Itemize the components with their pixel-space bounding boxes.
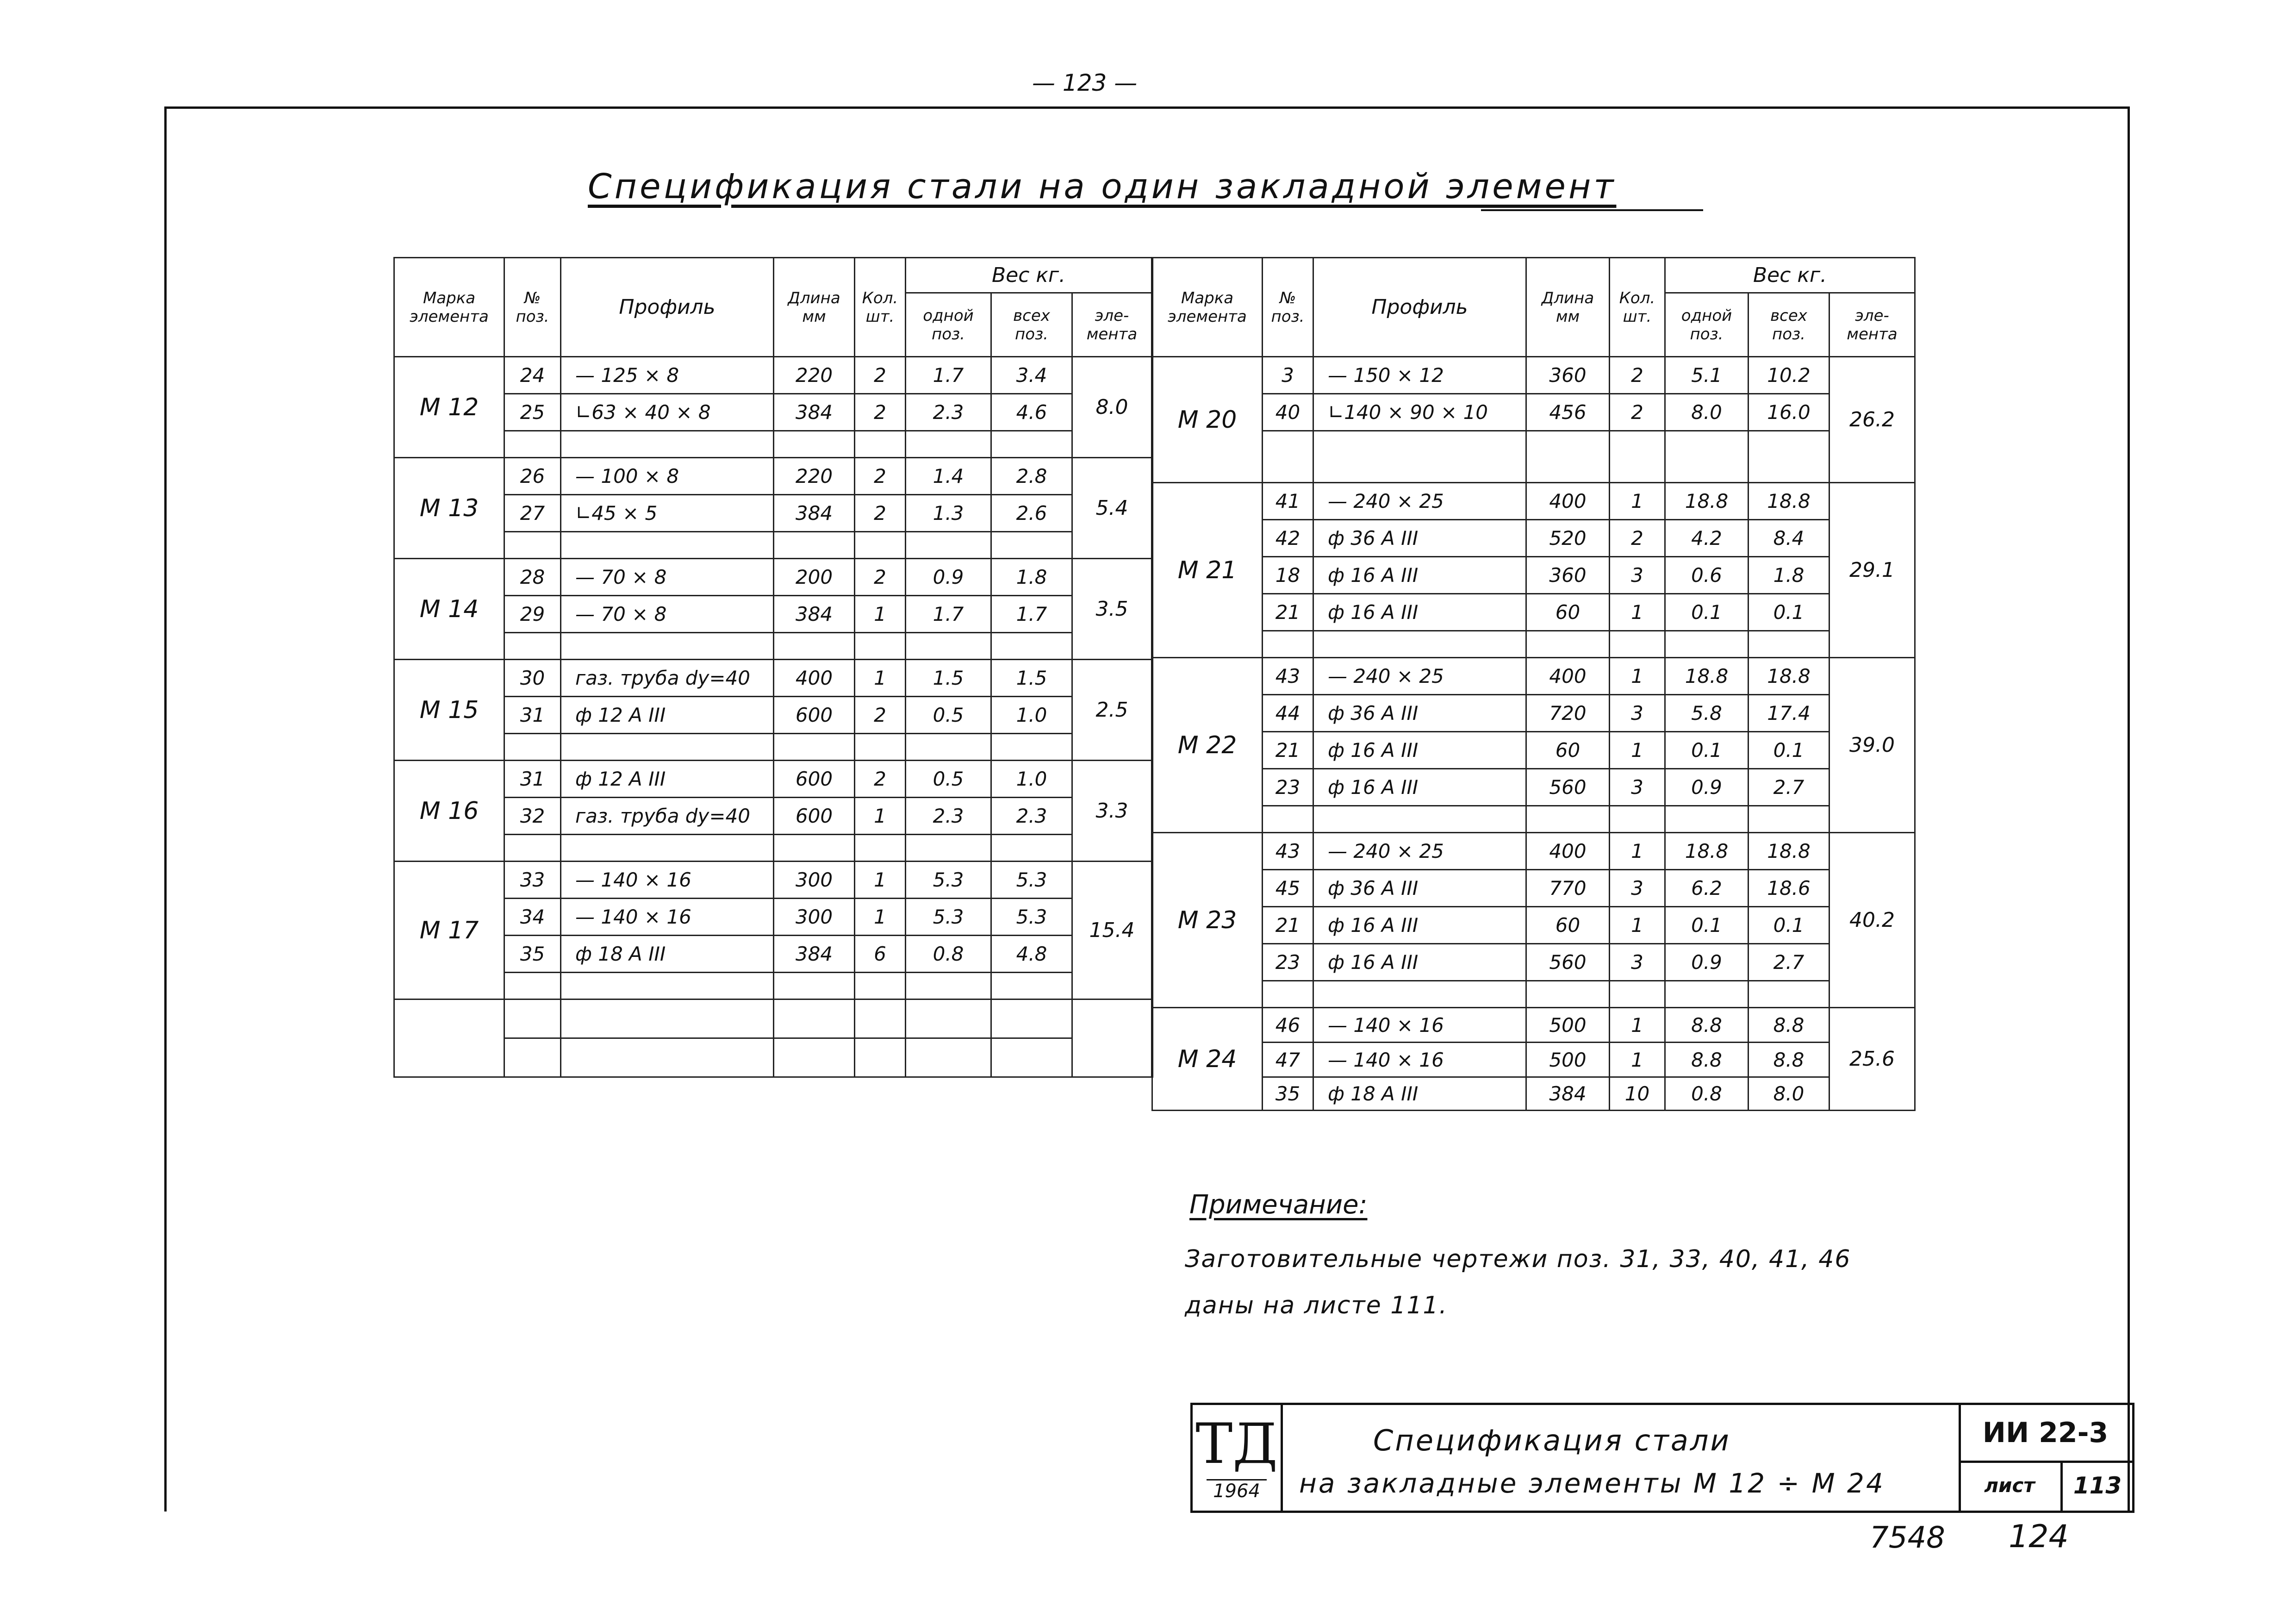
cell-weight-one: 1.4 [906,458,991,495]
cell-weight-one: 8.0 [1665,394,1748,431]
table-row-empty [394,633,1152,660]
cell-pos: 3 [1263,357,1313,394]
table-row [394,899,1152,936]
cell-weight-all: 5.3 [991,899,1072,936]
table-row-empty [1152,981,1915,1008]
cell-pos: 34 [504,899,561,936]
note-title: Примечание: [1189,1190,1368,1220]
cell-pos: 21 [1263,732,1313,769]
cell-length: 400 [1526,658,1610,695]
title-block-title-line-2: на закладные элементы М 12 ÷ М 24 [1299,1468,1885,1499]
cell-weight-all: 2.6 [991,495,1072,532]
table-row [1152,870,1915,907]
cell-profile: ф 36 А III [1313,695,1526,732]
cell-weight-all: 0.1 [1748,594,1829,631]
cell-weight-all: 0.1 [1748,732,1829,769]
cell-qty: 2 [855,357,906,394]
cell-weight-all: 2.8 [991,458,1072,495]
spec-table-right [1151,257,1916,1111]
cell-weight-all: 0.1 [1748,907,1829,944]
cell-pos: 47 [1263,1043,1313,1077]
cell-pos: 31 [504,761,561,798]
table-row [394,936,1152,973]
header-weight-all: всех поз. [991,293,1072,357]
table-row [1152,483,1915,520]
cell-profile: ф 18 А III [1313,1077,1526,1111]
table-row [394,559,1152,596]
cell-pos: 27 [504,495,561,532]
title-rule [1481,209,1703,211]
cell-profile: ф 16 А III [1313,769,1526,806]
cell-weight-all: 4.6 [991,394,1072,431]
table-row [394,394,1152,431]
cell-pos: 35 [504,936,561,973]
cell-length: 520 [1526,520,1610,557]
note-text-line-2: даны на листе 111. [1185,1292,1448,1319]
document-title: Спецификация стали на один закладной элемент [588,167,1617,206]
cell-length: 600 [774,761,855,798]
header-weight-element: эле- мента [1072,293,1152,357]
cell-qty: 2 [1610,394,1665,431]
cell-pos: 21 [1263,907,1313,944]
table-row [1152,907,1915,944]
cell-pos: 41 [1263,483,1313,520]
cell-pos: 28 [504,559,561,596]
cell-profile: ф 12 А III [561,697,774,734]
table-row-empty [394,835,1152,862]
table-row [1152,557,1915,594]
cell-profile: ф 16 А III [1313,944,1526,981]
element-mark: М 14 [394,559,504,660]
title-block-sheet-cell [1959,1461,2132,1511]
table-row [394,495,1152,532]
cell-qty: 2 [855,394,906,431]
cell-weight-one: 0.9 [1665,944,1748,981]
cell-weight-one: 18.8 [1665,483,1748,520]
cell-profile: ф 18 А III [561,936,774,973]
element-mark: М 13 [394,458,504,559]
table-row [1152,594,1915,631]
cell-length: 360 [1526,357,1610,394]
cell-length: 384 [774,495,855,532]
cell-length: 60 [1526,907,1610,944]
cell-qty: 1 [855,862,906,899]
table-row [1152,1008,1915,1043]
cell-weight-one: 5.3 [906,899,991,936]
cell-length: 360 [1526,557,1610,594]
cell-qty: 2 [1610,357,1665,394]
cell-weight-one: 1.5 [906,660,991,697]
element-mark: М 15 [394,660,504,761]
cell-length: 384 [1526,1077,1610,1111]
header-profile: Профиль [561,258,774,357]
cell-weight-one: 0.5 [906,761,991,798]
cell-pos: 35 [1263,1077,1313,1111]
cell-pos: 40 [1263,394,1313,431]
cell-qty: 1 [855,798,906,835]
header-weight-all: всех поз. [1748,293,1829,357]
element-mark: М 23 [1152,833,1263,1008]
table-row [394,798,1152,835]
cell-pos: 46 [1263,1008,1313,1043]
element-mark: М 22 [1152,658,1263,833]
cell-profile: ф 16 А III [1313,907,1526,944]
cell-weight-all: 1.7 [991,596,1072,633]
element-weight: 2.5 [1072,660,1152,761]
cell-profile: — 150 × 12 [1313,357,1526,394]
table-row [394,596,1152,633]
element-weight: 8.0 [1072,357,1152,458]
cell-pos: 42 [1263,520,1313,557]
cell-weight-all: 8.8 [1748,1043,1829,1077]
archive-number: 7548 [1870,1521,1945,1555]
cell-weight-all: 2.7 [1748,944,1829,981]
cell-weight-all: 1.0 [991,697,1072,734]
cell-weight-all: 16.0 [1748,394,1829,431]
td-logo: ТД [1195,1412,1278,1476]
cell-profile: ∟45 × 5 [561,495,774,532]
cell-pos: 31 [504,697,561,734]
cell-profile: — 70 × 8 [561,559,774,596]
header-weight-element: эле- мента [1829,293,1915,357]
title-block-logo-cell [1193,1405,1283,1511]
cell-qty: 3 [1610,870,1665,907]
cell-pos: 26 [504,458,561,495]
table-row-empty [1152,431,1915,483]
cell-profile: газ. труба dу=40 [561,798,774,835]
element-weight: 3.5 [1072,559,1152,660]
title-block [1190,1403,2134,1513]
cell-profile: — 125 × 8 [561,357,774,394]
note-text-line-1: Заготовительные чертежи поз. 31, 33, 40, 41, 46 [1185,1245,1851,1273]
table-row [1152,394,1915,431]
cell-qty: 2 [855,458,906,495]
element-mark: М 17 [394,862,504,999]
header-weight-one: одной поз. [1665,293,1748,357]
title-block-title-line-1: Спецификация стали [1373,1424,1731,1457]
cell-qty: 10 [1610,1077,1665,1111]
cell-qty: 1 [855,660,906,697]
cell-length: 220 [774,357,855,394]
table-row [1152,1077,1915,1111]
cell-qty: 3 [1610,557,1665,594]
cell-profile: ф 36 А III [1313,870,1526,907]
table-row [394,697,1152,734]
cell-length: 400 [774,660,855,697]
cell-length: 720 [1526,695,1610,732]
cell-length: 220 [774,458,855,495]
cell-weight-all: 1.0 [991,761,1072,798]
cell-weight-all: 10.2 [1748,357,1829,394]
element-weight: 15.4 [1072,862,1152,999]
cell-pos: 23 [1263,944,1313,981]
element-weight: 40.2 [1829,833,1915,1008]
cell-weight-one: 18.8 [1665,833,1748,870]
element-mark: М 16 [394,761,504,862]
table-row-empty [394,431,1152,458]
title-block-code: ИИ 22-3 [1959,1405,2132,1463]
spec-table-left [393,257,1153,1078]
cell-profile: ф 36 А III [1313,520,1526,557]
title-block-year: 1964 [1207,1479,1267,1502]
cell-weight-all: 18.8 [1748,483,1829,520]
cell-qty: 1 [1610,732,1665,769]
cell-weight-all: 4.8 [991,936,1072,973]
cell-weight-one: 1.7 [906,357,991,394]
cell-pos: 29 [504,596,561,633]
header-weight-one: одной поз. [906,293,991,357]
element-mark: М 21 [1152,483,1263,658]
cell-qty: 6 [855,936,906,973]
element-weight: 29.1 [1829,483,1915,658]
table-row [1152,695,1915,732]
table-row [394,357,1152,394]
cell-length: 600 [774,798,855,835]
table-row [1152,1043,1915,1077]
table-row [1152,658,1915,695]
cell-weight-one: 0.6 [1665,557,1748,594]
cell-weight-one: 0.8 [1665,1077,1748,1111]
cell-pos: 23 [1263,769,1313,806]
cell-weight-one: 0.1 [1665,907,1748,944]
cell-qty: 3 [1610,695,1665,732]
table-row-empty [394,532,1152,559]
table-row-empty [394,734,1152,761]
cell-profile: — 140 × 16 [561,862,774,899]
table-row [394,660,1152,697]
cell-profile: — 70 × 8 [561,596,774,633]
cell-length: 770 [1526,870,1610,907]
element-weight: 39.0 [1829,658,1915,833]
cell-weight-one: 0.1 [1665,594,1748,631]
header-mark: Марка элемента [394,258,504,357]
table-row-empty [394,999,1152,1038]
cell-pos: 44 [1263,695,1313,732]
cell-weight-all: 3.4 [991,357,1072,394]
element-weight: 25.6 [1829,1008,1915,1111]
cell-qty: 1 [1610,483,1665,520]
header-length: Длина мм [1526,258,1610,357]
cell-profile: ф 16 А III [1313,557,1526,594]
cell-length: 500 [1526,1043,1610,1077]
cell-pos: 21 [1263,594,1313,631]
table-row [394,458,1152,495]
element-weight: 26.2 [1829,357,1915,483]
cell-profile: ф 12 А III [561,761,774,798]
cell-qty: 1 [1610,594,1665,631]
cell-profile: — 140 × 16 [1313,1043,1526,1077]
cell-pos: 18 [1263,557,1313,594]
cell-weight-one: 6.2 [1665,870,1748,907]
cell-qty: 1 [855,596,906,633]
cell-length: 384 [774,936,855,973]
cell-qty: 1 [1610,907,1665,944]
table-row-empty [1152,631,1915,658]
cell-weight-one: 5.8 [1665,695,1748,732]
table-row [394,862,1152,899]
header-qty: Кол. шт. [855,258,906,357]
table-row-empty [394,1038,1152,1077]
cell-pos: 43 [1263,833,1313,870]
cell-weight-all: 18.8 [1748,658,1829,695]
table-row [1152,732,1915,769]
cell-weight-one: 0.9 [1665,769,1748,806]
cell-length: 400 [1526,483,1610,520]
cell-weight-one: 2.3 [906,394,991,431]
element-mark: М 24 [1152,1008,1263,1111]
cell-weight-all: 2.3 [991,798,1072,835]
cell-weight-one: 8.8 [1665,1043,1748,1077]
cell-qty: 1 [855,899,906,936]
table-row-empty [394,973,1152,999]
cell-profile: ф 16 А III [1313,594,1526,631]
cell-pos: 45 [1263,870,1313,907]
table-row-empty [1152,806,1915,833]
cell-length: 600 [774,697,855,734]
cell-profile: — 100 × 8 [561,458,774,495]
cell-profile: — 240 × 25 [1313,658,1526,695]
cell-pos: 32 [504,798,561,835]
cell-profile: — 140 × 16 [561,899,774,936]
cell-length: 384 [774,596,855,633]
header-weight-group: Вес кг. [1665,258,1915,293]
cell-pos: 24 [504,357,561,394]
cell-length: 200 [774,559,855,596]
cell-profile: газ. труба dу=40 [561,660,774,697]
cell-profile: ∟140 × 90 × 10 [1313,394,1526,431]
cell-weight-all: 1.5 [991,660,1072,697]
cell-profile: — 140 × 16 [1313,1008,1526,1043]
table-row [1152,520,1915,557]
cell-qty: 2 [1610,520,1665,557]
cell-qty: 1 [1610,833,1665,870]
cell-weight-one: 5.1 [1665,357,1748,394]
header-length: Длина мм [774,258,855,357]
page-number-top: — 123 — [1032,69,1138,96]
cell-weight-all: 18.8 [1748,833,1829,870]
cell-length: 300 [774,862,855,899]
table-row [1152,944,1915,981]
cell-profile: ∟63 × 40 × 8 [561,394,774,431]
header-pos: № поз. [504,258,561,357]
cell-qty: 1 [1610,658,1665,695]
cell-weight-one: 2.3 [906,798,991,835]
element-mark: М 20 [1152,357,1263,483]
title-block-name-cell [1281,1405,1961,1511]
cell-weight-all: 2.7 [1748,769,1829,806]
cell-weight-one: 0.5 [906,697,991,734]
cell-length: 560 [1526,944,1610,981]
cell-profile: — 240 × 25 [1313,483,1526,520]
cell-weight-all: 1.8 [991,559,1072,596]
cell-weight-one: 0.8 [906,936,991,973]
page-number-bottom: 124 [2009,1518,2069,1555]
cell-profile: ф 16 А III [1313,732,1526,769]
cell-length: 60 [1526,732,1610,769]
table-row [394,761,1152,798]
cell-length: 500 [1526,1008,1610,1043]
table-row [1152,833,1915,870]
cell-profile: — 240 × 25 [1313,833,1526,870]
cell-qty: 3 [1610,944,1665,981]
sheet-label: лист [1959,1461,2063,1511]
cell-weight-all: 5.3 [991,862,1072,899]
cell-weight-all: 8.8 [1748,1008,1829,1043]
cell-weight-one: 1.7 [906,596,991,633]
cell-qty: 1 [1610,1008,1665,1043]
cell-qty: 2 [855,761,906,798]
element-weight: 5.4 [1072,458,1152,559]
sheet-number: 113 [2073,1472,2122,1499]
cell-pos: 33 [504,862,561,899]
header-weight-group: Вес кг. [906,258,1152,293]
header-pos: № поз. [1263,258,1313,357]
cell-weight-one: 18.8 [1665,658,1748,695]
table-row [1152,769,1915,806]
cell-length: 400 [1526,833,1610,870]
cell-pos: 43 [1263,658,1313,695]
element-mark: М 12 [394,357,504,458]
cell-pos: 30 [504,660,561,697]
cell-weight-all: 18.6 [1748,870,1829,907]
cell-qty: 2 [855,559,906,596]
table-row [1152,357,1915,394]
header-profile: Профиль [1313,258,1526,357]
cell-length: 60 [1526,594,1610,631]
element-weight: 3.3 [1072,761,1152,862]
cell-weight-one: 5.3 [906,862,991,899]
cell-qty: 2 [855,495,906,532]
cell-pos: 25 [504,394,561,431]
cell-weight-one: 0.9 [906,559,991,596]
cell-weight-one: 1.3 [906,495,991,532]
cell-qty: 1 [1610,1043,1665,1077]
cell-weight-one: 0.1 [1665,732,1748,769]
cell-weight-all: 8.0 [1748,1077,1829,1111]
cell-weight-all: 1.8 [1748,557,1829,594]
cell-weight-one: 4.2 [1665,520,1748,557]
cell-length: 300 [774,899,855,936]
cell-weight-one: 8.8 [1665,1008,1748,1043]
cell-length: 384 [774,394,855,431]
cell-weight-all: 8.4 [1748,520,1829,557]
cell-length: 456 [1526,394,1610,431]
cell-weight-all: 17.4 [1748,695,1829,732]
header-qty: Кол. шт. [1610,258,1665,357]
cell-length: 560 [1526,769,1610,806]
cell-qty: 3 [1610,769,1665,806]
cell-qty: 2 [855,697,906,734]
header-mark: Марка элемента [1152,258,1263,357]
